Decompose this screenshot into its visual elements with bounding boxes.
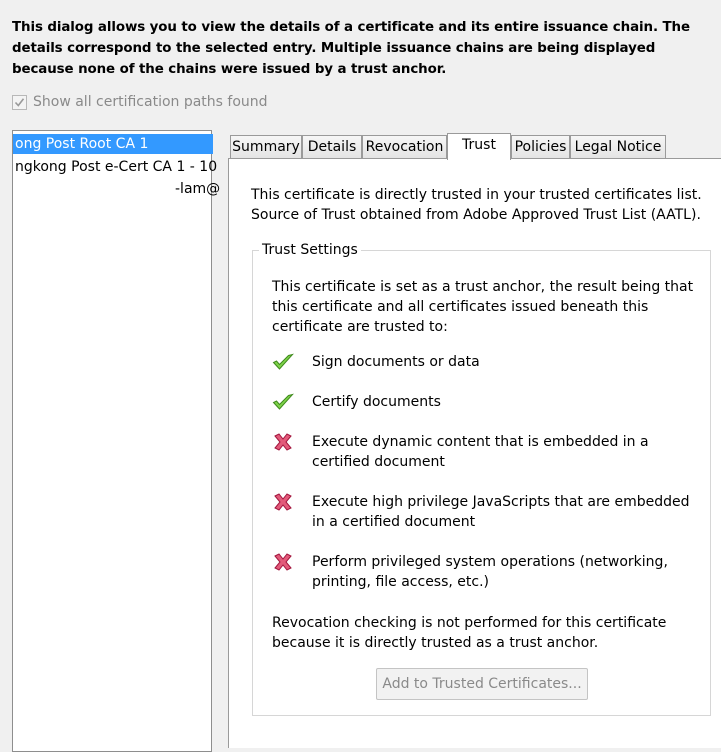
checkbox-check-icon[interactable] bbox=[12, 95, 27, 110]
trust-tab-panel bbox=[228, 158, 721, 748]
dialog-description: This dialog allows you to view the details of a certificate and its entire issuance chain. The details correspond to the selected entry. Multiple issuance chains are being displayed because none of the chains were issued by a trust anchor. bbox=[12, 20, 690, 77]
cross-icon bbox=[272, 552, 294, 572]
add-to-trusted-certificates-button[interactable]: Add to Trusted Certificates... bbox=[376, 668, 588, 700]
permission-label: Execute dynamic content that is embedded in a certified document bbox=[312, 434, 649, 470]
tab-revocation[interactable]: Revocation bbox=[362, 135, 447, 158]
tab-summary[interactable]: Summary bbox=[230, 135, 302, 158]
revocation-note: Revocation checking is not performed for this certificate because it is directly trusted as a trust anchor. bbox=[272, 615, 667, 651]
check-icon bbox=[272, 352, 294, 372]
permission-label: Sign documents or data bbox=[312, 354, 480, 370]
permission-label: Certify documents bbox=[312, 394, 441, 410]
show-all-paths-checkbox[interactable] bbox=[12, 94, 268, 110]
tab-trust[interactable]: Trust bbox=[447, 133, 511, 160]
tab-policies[interactable]: Policies bbox=[511, 135, 570, 158]
tab-legal-notice[interactable]: Legal Notice bbox=[570, 135, 666, 158]
tree-item-leaf-cert[interactable]: -lam@ bbox=[175, 181, 221, 197]
check-icon bbox=[272, 392, 294, 412]
certificate-chain-tree[interactable] bbox=[12, 130, 221, 752]
trust-settings-title: Trust Settings bbox=[259, 241, 361, 259]
cross-icon bbox=[272, 492, 294, 512]
show-all-paths-label: Show all certification paths found bbox=[33, 94, 268, 110]
permission-label: Perform privileged system operations (networking, printing, file access, etc.) bbox=[312, 554, 668, 590]
cross-icon bbox=[272, 432, 294, 452]
permission-label: Execute high privilege JavaScripts that are embedded in a certified document bbox=[312, 494, 690, 530]
trust-settings-group bbox=[252, 242, 711, 716]
tree-item-root-ca[interactable]: ong Post Root CA 1 bbox=[13, 134, 213, 154]
trust-anchor-text: This certificate is set as a trust anchor, the result being that this certificate and all certificates issued beneath this certificate are trusted to: bbox=[272, 279, 694, 335]
tab-bar bbox=[228, 133, 721, 159]
tree-item-ecert-ca[interactable]: ngkong Post e-Cert CA 1 - 10 bbox=[15, 159, 218, 175]
trust-source-text: This certificate is directly trusted in your trusted certificates list. Source of Trust obtained from Adobe Approved Trust List (AATL). bbox=[251, 187, 702, 223]
tab-details[interactable]: Details bbox=[302, 135, 362, 158]
